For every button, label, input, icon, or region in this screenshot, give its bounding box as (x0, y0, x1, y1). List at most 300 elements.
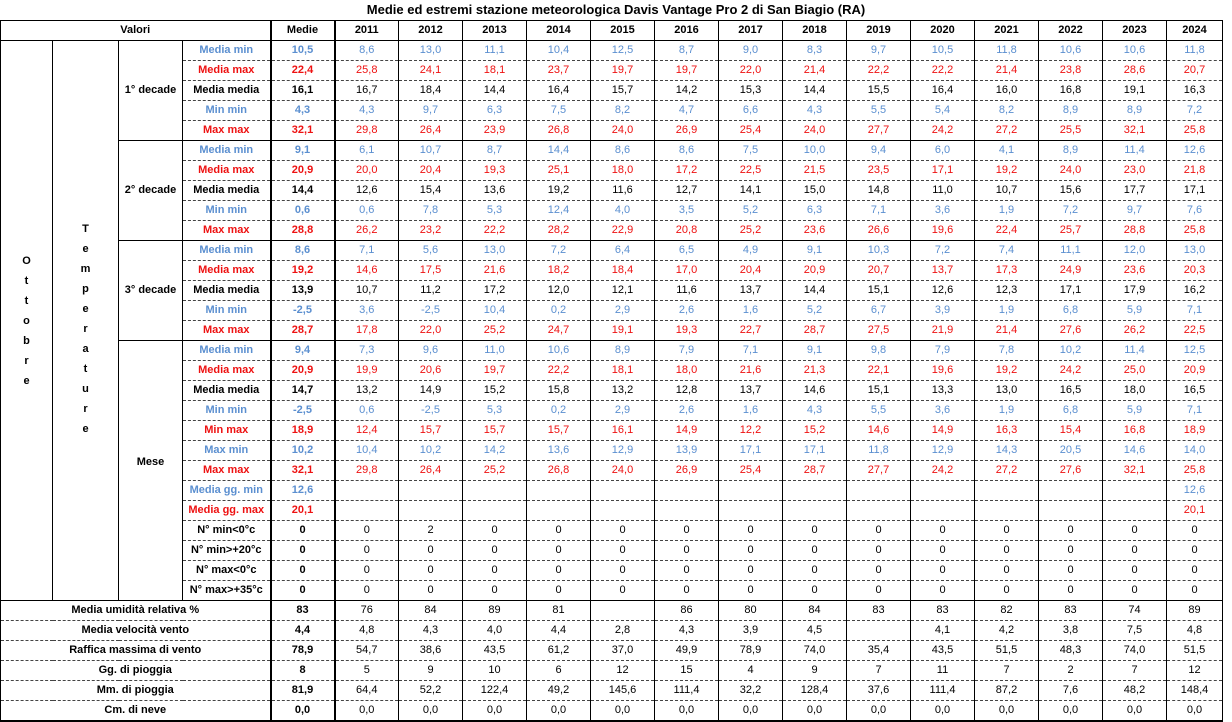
value-cell: 7,3 (335, 341, 399, 361)
value-cell: 6 (527, 661, 591, 681)
value-cell: 9,8 (847, 341, 911, 361)
value-cell: 0 (527, 521, 591, 541)
value-cell: 0 (335, 521, 399, 541)
medie-cell: 10,5 (271, 41, 335, 61)
value-cell: 13,7 (719, 281, 783, 301)
value-cell: 23,5 (847, 161, 911, 181)
value-cell: 11,0 (911, 181, 975, 201)
value-cell: 22,0 (399, 321, 463, 341)
value-cell: 0 (335, 581, 399, 601)
table-row (1, 161, 1223, 181)
value-cell: 12,7 (655, 181, 719, 201)
temperature-letter: e (82, 423, 89, 435)
value-cell: 2,6 (655, 401, 719, 421)
table-row (1, 201, 1223, 221)
value-cell: 19,2 (975, 161, 1039, 181)
row-label: N° max<0°c (183, 561, 271, 581)
value-cell: 8,9 (1103, 101, 1167, 121)
row-label: Min min (183, 101, 271, 121)
value-cell: 0 (911, 541, 975, 561)
value-cell: 24,7 (527, 321, 591, 341)
value-cell: 11,4 (1103, 141, 1167, 161)
value-cell: 0 (975, 541, 1039, 561)
month-letter: t (24, 274, 29, 287)
value-cell (527, 501, 591, 521)
value-cell: 0 (975, 561, 1039, 581)
value-cell: 27,7 (847, 461, 911, 481)
value-cell: 15,4 (399, 181, 463, 201)
medie-cell: -2,5 (271, 401, 335, 421)
value-cell: 15,7 (591, 81, 655, 101)
value-cell: 9,1 (783, 241, 847, 261)
value-cell: 7,5 (1103, 621, 1167, 641)
temperature-letter: m (80, 263, 91, 275)
value-cell: 29,8 (335, 461, 399, 481)
row-label: Mm. di pioggia (1, 681, 271, 701)
value-cell: 25,2 (463, 461, 527, 481)
value-cell (399, 481, 463, 501)
table-row (1, 81, 1223, 101)
value-cell: 14,4 (463, 81, 527, 101)
value-cell: 6,7 (847, 301, 911, 321)
value-cell (975, 481, 1039, 501)
header-year: 2018 (783, 21, 847, 41)
value-cell: 13,6 (527, 441, 591, 461)
value-cell: 15,4 (1039, 421, 1103, 441)
value-cell: 7,1 (719, 341, 783, 361)
row-label: Min min (183, 201, 271, 221)
value-cell: 24,0 (783, 121, 847, 141)
value-cell: 12,9 (911, 441, 975, 461)
value-cell: 9,7 (399, 101, 463, 121)
value-cell: 15,8 (527, 381, 591, 401)
value-cell: 14,3 (975, 441, 1039, 461)
medie-cell: 8 (271, 661, 335, 681)
value-cell: 12,8 (655, 381, 719, 401)
temperature-letter: r (83, 403, 88, 415)
table-row (1, 121, 1223, 141)
value-cell: 74,0 (783, 641, 847, 661)
table-row (1, 661, 1223, 681)
value-cell (783, 481, 847, 501)
value-cell: 12,5 (1167, 341, 1223, 361)
value-cell: 0 (1039, 541, 1103, 561)
value-cell (847, 501, 911, 521)
value-cell: 22,2 (463, 221, 527, 241)
value-cell: 51,5 (1167, 641, 1223, 661)
value-cell: 0 (463, 561, 527, 581)
value-cell: 12,0 (527, 281, 591, 301)
value-cell: 16,4 (911, 81, 975, 101)
row-label: Max max (183, 221, 271, 241)
value-cell: 17,1 (783, 441, 847, 461)
value-cell: 23,2 (399, 221, 463, 241)
temperature-letter: r (83, 323, 88, 335)
value-cell: 16,7 (335, 81, 399, 101)
table-row (1, 101, 1223, 121)
value-cell: 16,8 (1039, 81, 1103, 101)
month-letter: r (24, 354, 29, 367)
value-cell: 4 (719, 661, 783, 681)
medie-cell: 9,4 (271, 341, 335, 361)
value-cell: 25,1 (527, 161, 591, 181)
row-label: N° min>+20°c (183, 541, 271, 561)
medie-cell: 20,9 (271, 361, 335, 381)
value-cell: 23,7 (527, 61, 591, 81)
value-cell: 16,3 (1167, 81, 1223, 101)
value-cell: 12,3 (975, 281, 1039, 301)
value-cell: 18,2 (527, 261, 591, 281)
value-cell: 28,2 (527, 221, 591, 241)
value-cell: 11,1 (1039, 241, 1103, 261)
value-cell: 18,4 (591, 261, 655, 281)
value-cell: 25,8 (1167, 461, 1223, 481)
value-cell: 0 (399, 541, 463, 561)
value-cell: 10 (463, 661, 527, 681)
value-cell: 12,6 (911, 281, 975, 301)
table-row (1, 141, 1223, 161)
value-cell: 28,7 (783, 321, 847, 341)
value-cell: 0,0 (783, 701, 847, 722)
value-cell: 16,2 (1167, 281, 1223, 301)
medie-cell: 8,6 (271, 241, 335, 261)
row-label: Media max (183, 161, 271, 181)
medie-cell: 0 (271, 581, 335, 601)
value-cell: 10,7 (335, 281, 399, 301)
table-row (1, 621, 1223, 641)
table-row (1, 521, 1223, 541)
value-cell: 14,0 (1167, 441, 1223, 461)
value-cell: 84 (399, 601, 463, 621)
value-cell: 22,5 (719, 161, 783, 181)
value-cell: 19,7 (591, 61, 655, 81)
value-cell: 15,7 (527, 421, 591, 441)
value-cell: 13,3 (911, 381, 975, 401)
medie-cell: 4,4 (271, 621, 335, 641)
value-cell: 10,2 (1039, 341, 1103, 361)
value-cell: 4,3 (783, 101, 847, 121)
value-cell: 64,4 (335, 681, 399, 701)
value-cell: 0 (591, 521, 655, 541)
value-cell: 18,0 (655, 361, 719, 381)
value-cell: 14,4 (783, 81, 847, 101)
value-cell: 7,2 (1039, 201, 1103, 221)
value-cell: 27,6 (1039, 461, 1103, 481)
table-row (1, 561, 1223, 581)
value-cell: 7,6 (1039, 681, 1103, 701)
value-cell: 10,5 (911, 41, 975, 61)
value-cell: 26,4 (399, 461, 463, 481)
value-cell: 4,0 (591, 201, 655, 221)
value-cell: 8,9 (1039, 101, 1103, 121)
value-cell: 14,6 (847, 421, 911, 441)
value-cell: 0,0 (335, 701, 399, 722)
value-cell (719, 501, 783, 521)
value-cell: 13,0 (975, 381, 1039, 401)
value-cell: 0 (847, 581, 911, 601)
value-cell: 37,0 (591, 641, 655, 661)
table-row (1, 361, 1223, 381)
value-cell: 0 (1167, 561, 1223, 581)
value-cell: 0,0 (847, 701, 911, 722)
value-cell: 0,0 (655, 701, 719, 722)
value-cell: 0,0 (1167, 701, 1223, 722)
value-cell: 19,7 (655, 61, 719, 81)
header-year: 2013 (463, 21, 527, 41)
value-cell: 14,4 (783, 281, 847, 301)
value-cell: 18,0 (591, 161, 655, 181)
month-letter: e (23, 374, 30, 387)
value-cell: 20,7 (1167, 61, 1223, 81)
value-cell: 16,5 (1167, 381, 1223, 401)
table-row (1, 681, 1223, 701)
value-cell: 16,8 (1103, 421, 1167, 441)
value-cell: 15 (655, 661, 719, 681)
value-cell: 11,8 (975, 41, 1039, 61)
value-cell (335, 481, 399, 501)
value-cell: 49,2 (527, 681, 591, 701)
month-letter: O (22, 254, 31, 267)
value-cell: 12 (1167, 661, 1223, 681)
value-cell: 0 (847, 521, 911, 541)
value-cell: 14,6 (335, 261, 399, 281)
medie-cell: 0 (271, 561, 335, 581)
value-cell: 25,4 (719, 461, 783, 481)
value-cell: 22,2 (911, 61, 975, 81)
value-cell: 0 (783, 521, 847, 541)
table-row (1, 701, 1223, 722)
value-cell: 5,6 (399, 241, 463, 261)
value-cell: 7,1 (1167, 301, 1223, 321)
value-cell: 26,2 (1103, 321, 1167, 341)
value-cell: 0 (1103, 541, 1167, 561)
value-cell: 19,6 (911, 361, 975, 381)
value-cell: 3,9 (719, 621, 783, 641)
value-cell: 20,4 (719, 261, 783, 281)
value-cell: 9,0 (719, 41, 783, 61)
temperature-letter: p (82, 283, 89, 295)
value-cell: 12,2 (719, 421, 783, 441)
value-cell: 8,6 (591, 141, 655, 161)
value-cell (847, 481, 911, 501)
value-cell: 23,0 (1103, 161, 1167, 181)
value-cell: 22,5 (1167, 321, 1223, 341)
value-cell: 11,8 (847, 441, 911, 461)
value-cell: 26,9 (655, 121, 719, 141)
value-cell: 25,8 (1167, 221, 1223, 241)
value-cell: 6,1 (335, 141, 399, 161)
value-cell: 11,0 (463, 341, 527, 361)
table-row (1, 301, 1223, 321)
value-cell: 0 (655, 521, 719, 541)
value-cell: 14,2 (655, 81, 719, 101)
table-row (1, 321, 1223, 341)
value-cell: 23,8 (1039, 61, 1103, 81)
value-cell: 0 (1167, 521, 1223, 541)
value-cell: -2,5 (399, 301, 463, 321)
value-cell: 0 (975, 581, 1039, 601)
value-cell: 27,2 (975, 121, 1039, 141)
temperature-vertical-label (53, 41, 119, 601)
row-label: Cm. di neve (1, 701, 271, 722)
value-cell: 15,1 (847, 381, 911, 401)
value-cell: 15,6 (1039, 181, 1103, 201)
value-cell: 6,8 (1039, 301, 1103, 321)
value-cell: 8,2 (975, 101, 1039, 121)
value-cell: 4,4 (527, 621, 591, 641)
value-cell: 9,6 (399, 341, 463, 361)
value-cell: 4,8 (1167, 621, 1223, 641)
value-cell: 16,1 (591, 421, 655, 441)
value-cell: 0,2 (527, 301, 591, 321)
value-cell: 0 (1039, 561, 1103, 581)
value-cell: 27,5 (847, 321, 911, 341)
header-year: 2012 (399, 21, 463, 41)
value-cell: 0 (1039, 521, 1103, 541)
value-cell: 0 (591, 581, 655, 601)
row-label: Gg. di pioggia (1, 661, 271, 681)
value-cell: 6,3 (783, 201, 847, 221)
value-cell: 7,1 (335, 241, 399, 261)
value-cell: 19,1 (1103, 81, 1167, 101)
value-cell: 11,6 (655, 281, 719, 301)
value-cell: 10,2 (399, 441, 463, 461)
value-cell: 24,2 (1039, 361, 1103, 381)
value-cell: 6,5 (655, 241, 719, 261)
value-cell (591, 481, 655, 501)
value-cell: 12,1 (591, 281, 655, 301)
value-cell: 13,0 (399, 41, 463, 61)
row-label: Media min (183, 141, 271, 161)
medie-cell: 22,4 (271, 61, 335, 81)
value-cell: 23,9 (463, 121, 527, 141)
value-cell: 5,9 (1103, 401, 1167, 421)
medie-cell: 10,2 (271, 441, 335, 461)
row-label: Media gg. min (183, 481, 271, 501)
table-row (1, 461, 1223, 481)
value-cell: 26,2 (335, 221, 399, 241)
value-cell: 13,9 (655, 441, 719, 461)
value-cell: 0 (783, 561, 847, 581)
medie-cell: 32,1 (271, 121, 335, 141)
value-cell: 19,7 (463, 361, 527, 381)
value-cell: 19,9 (335, 361, 399, 381)
value-cell: 15,7 (399, 421, 463, 441)
value-cell: 10,4 (463, 301, 527, 321)
value-cell: 32,2 (719, 681, 783, 701)
value-cell: 20,6 (399, 361, 463, 381)
value-cell: 22,0 (719, 61, 783, 81)
table-row (1, 281, 1223, 301)
value-cell: 27,7 (847, 121, 911, 141)
value-cell: 7,2 (911, 241, 975, 261)
header-year: 2019 (847, 21, 911, 41)
value-cell: 13,7 (719, 381, 783, 401)
value-cell (591, 601, 655, 621)
value-cell: 24,0 (1039, 161, 1103, 181)
value-cell: 0 (911, 521, 975, 541)
row-label: Media gg. max (183, 501, 271, 521)
value-cell: 32,1 (1103, 461, 1167, 481)
value-cell: 11,1 (463, 41, 527, 61)
value-cell: 4,2 (975, 621, 1039, 641)
value-cell: 7 (975, 661, 1039, 681)
header-medie: Medie (271, 21, 335, 41)
row-label: Media max (183, 261, 271, 281)
value-cell: 19,2 (975, 361, 1039, 381)
value-cell: 7,4 (975, 241, 1039, 261)
value-cell: 12,4 (527, 201, 591, 221)
value-cell: 16,5 (1039, 381, 1103, 401)
value-cell: 23,6 (783, 221, 847, 241)
value-cell (527, 481, 591, 501)
value-cell (1039, 481, 1103, 501)
value-cell: 21,4 (783, 61, 847, 81)
value-cell: 4,7 (655, 101, 719, 121)
row-label: Min min (183, 301, 271, 321)
decade-label: Mese (119, 341, 183, 601)
value-cell: 15,7 (463, 421, 527, 441)
value-cell: 0 (975, 521, 1039, 541)
row-label: Raffica massima di vento (1, 641, 271, 661)
value-cell: 3,6 (911, 401, 975, 421)
value-cell: 22,9 (591, 221, 655, 241)
value-cell: 0 (719, 561, 783, 581)
value-cell: 12,4 (335, 421, 399, 441)
value-cell: 25,4 (719, 121, 783, 141)
row-label: Media max (183, 361, 271, 381)
value-cell: 1,9 (975, 401, 1039, 421)
value-cell: 1,9 (975, 201, 1039, 221)
table-row (1, 241, 1223, 261)
header-year: 2017 (719, 21, 783, 41)
value-cell: 20,1 (1167, 501, 1223, 521)
table-row (1, 41, 1223, 61)
value-cell: 10,0 (783, 141, 847, 161)
value-cell: 8,7 (463, 141, 527, 161)
value-cell: 17,3 (975, 261, 1039, 281)
value-cell: 21,8 (1167, 161, 1223, 181)
value-cell: 14,6 (783, 381, 847, 401)
value-cell: 7,5 (527, 101, 591, 121)
row-label: Media min (183, 41, 271, 61)
value-cell: 5,3 (463, 401, 527, 421)
value-cell: 25,0 (1103, 361, 1167, 381)
value-cell: 15,2 (783, 421, 847, 441)
medie-cell: -2,5 (271, 301, 335, 321)
value-cell: 122,4 (463, 681, 527, 701)
table-row (1, 221, 1223, 241)
value-cell: 48,3 (1039, 641, 1103, 661)
value-cell: 24,2 (911, 121, 975, 141)
value-cell: 8,6 (655, 141, 719, 161)
value-cell: 18,1 (463, 61, 527, 81)
value-cell: 28,8 (1103, 221, 1167, 241)
value-cell: 0,0 (591, 701, 655, 722)
value-cell: 0 (719, 521, 783, 541)
value-cell: 35,4 (847, 641, 911, 661)
value-cell: 0,6 (335, 201, 399, 221)
value-cell: 111,4 (911, 681, 975, 701)
value-cell (783, 501, 847, 521)
value-cell: 5,9 (1103, 301, 1167, 321)
value-cell (591, 501, 655, 521)
value-cell: 0 (655, 561, 719, 581)
value-cell: 23,6 (1103, 261, 1167, 281)
value-cell: 5,5 (847, 401, 911, 421)
value-cell: 17,1 (1167, 181, 1223, 201)
value-cell: 19,6 (911, 221, 975, 241)
